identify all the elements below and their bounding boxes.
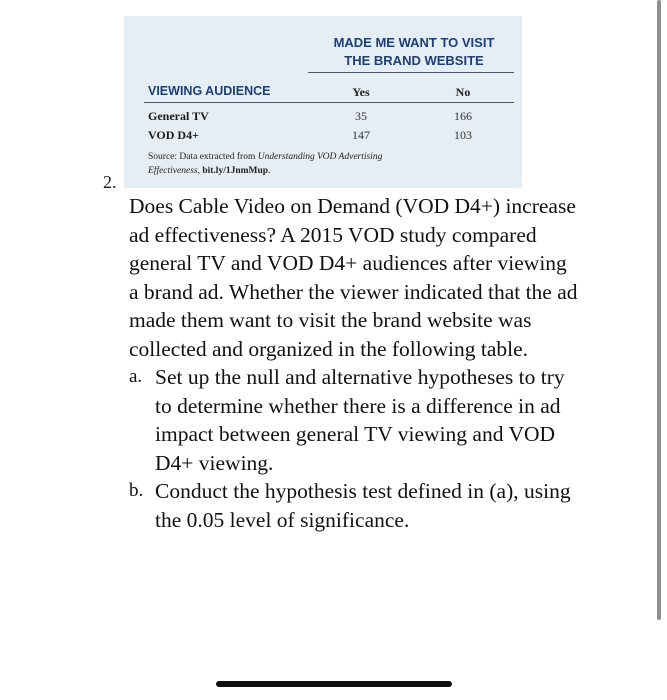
cell-yes: 35 xyxy=(355,109,367,123)
group-header xyxy=(314,34,514,70)
table-row xyxy=(148,109,514,127)
column-header-yes: Yes xyxy=(352,85,370,99)
column-header-no: No xyxy=(455,85,471,99)
group-header-line-1: MADE ME WANT TO VISIT xyxy=(333,35,495,50)
data-table-figure xyxy=(124,16,522,188)
row-header-label: VIEWING AUDIENCE xyxy=(148,84,271,98)
group-header-line-2: THE BRAND WEBSITE xyxy=(344,53,484,68)
table-source xyxy=(148,150,468,178)
source-prefix: Source: Data extracted from xyxy=(148,152,256,162)
scrollbar[interactable] xyxy=(657,0,661,620)
header-rule xyxy=(308,72,514,73)
part-text: Set up the null and alternative hypotheses to try to determine whether there is a difference in ad impact between general TV viewing and VOD D4+ viewing. xyxy=(155,365,565,475)
problem-part-a xyxy=(129,363,579,477)
column-header-rule xyxy=(144,102,514,103)
problem-text xyxy=(129,192,579,534)
part-label: a. xyxy=(129,366,143,387)
problem-number: 2. xyxy=(103,172,117,192)
part-text: Conduct the hypothesis test defined in (a), using the 0.05 level of significance. xyxy=(155,479,571,532)
row-label: General TV xyxy=(148,109,209,123)
part-label: b. xyxy=(129,480,144,501)
cell-no: 166 xyxy=(454,109,472,123)
cell-yes: 147 xyxy=(352,128,370,142)
source-title-1: Understanding VOD Advertising xyxy=(257,152,383,162)
source-end: . xyxy=(268,166,271,176)
home-indicator[interactable] xyxy=(216,681,452,687)
table-row xyxy=(148,128,514,146)
source-title-2: Effectiveness xyxy=(148,166,198,176)
source-link: bit.ly/1JnmMup xyxy=(202,166,269,176)
source-separator: , xyxy=(197,166,203,176)
problem-intro: Does Cable Video on Demand (VOD D4+) increase ad effectiveness? A 2015 VOD study compared general TV and VOD D4+ audiences after viewing a brand ad. Whether the viewer indicated that the ad made them want to visit the brand website was collected and organized in the following table. xyxy=(129,194,578,361)
problem-part-b xyxy=(129,477,579,534)
cell-no: 103 xyxy=(454,128,472,142)
row-label: VOD D4+ xyxy=(148,128,199,142)
